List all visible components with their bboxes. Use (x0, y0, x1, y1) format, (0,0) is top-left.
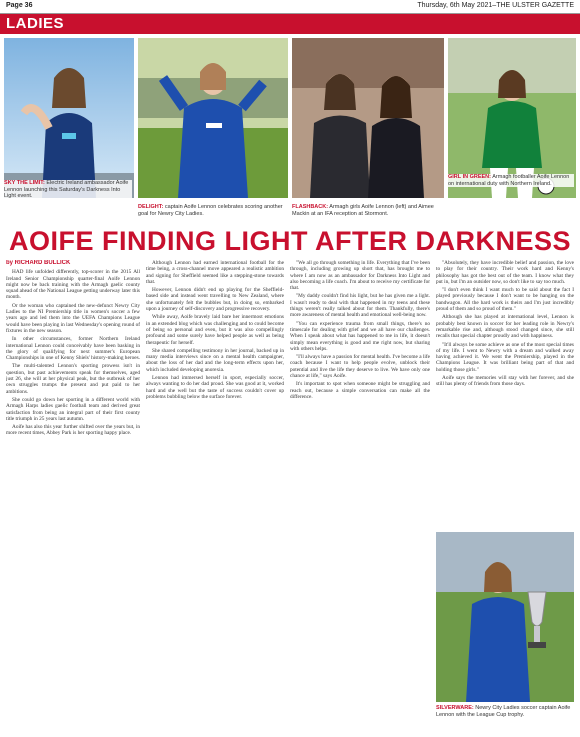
paragraph: It's important to spot when someone might be struggling and reach out, because a simple conversation can make all the difference. (290, 381, 430, 400)
paragraph: Lennon had immersed herself in sport, especially soccer, always wanting to do her dad proud. She was good at it, worked hard and she well but the taste of success couldn't cover up problems bubbling below the surface forever. (146, 375, 284, 400)
photo-caption: GIRL IN GREEN: Armagh footballer Aoife Lennon on international duty with Northern Ireland. (448, 174, 574, 187)
paragraph: "My daddy couldn't find his light, but he has given me a light. I wasn't ready to deal with that happened in my teens and these things weren't really talked about for them. Thankfully, there's more awareness of mental health and emotional well-being now. (290, 293, 430, 319)
byline: by RICHARD BULLICK (6, 260, 71, 266)
paragraph: She could go down her sporting in a different world with Armagh Harps ladies gaelic football team and derived great satisfaction from being an integral part of their first county title triumph in 25 years last autumn. (6, 396, 140, 422)
section-title: LADIES (6, 15, 65, 32)
paragraph: Aoife has also this year further shifted over the years but, in more recent times, Abbey Park is her sporting happy place. (6, 424, 140, 437)
article-column-3 (290, 260, 430, 734)
paragraph: Or the woman who captained the new-defunct Newry City Ladies to the NI Premiership title in women's soccer a few years ago and led them into the UEFA Champions League would have been playing in last Wednesday's opening round of fixtures in the new season. (6, 302, 140, 334)
page-header (0, 0, 580, 14)
paragraph: Although she has played at international level, Lennon is probably best known in soccer for her leading role in Newry's remarkable rise and, although stood changed since, she still recalls that special chapter proudly and with happiness. (436, 314, 574, 340)
article-column-1 (6, 260, 140, 734)
paragraph: HAD life unfolded differently, top-scorer in the 2015 All Ireland Senior Championship quarter-final Aoife Lennon might now be back training with the Armagh gaelic county squad ahead of the National League getting underway later this month. (6, 269, 140, 301)
photo-girl-in-green (448, 38, 576, 198)
photo-delight (138, 38, 288, 198)
paragraph: "I don't even think I want much to be said about the fact I played previously because I don't want to be hanging on the bandwagon. All the hard work is theirs and I'm just incredibly proud of them and so proud of them." (436, 287, 574, 313)
paragraph: While away, Aoife bravely laid bare her innermost emotions in an extended blog which was challenging and to could become of being so personal and even, but it was also compellingly profound and some surely have helped people as well as being therapeutic for herself. (146, 314, 284, 346)
paragraph: She shared compelling testimony in her journal, backed up in many media interviews since on a mental health campaigner, about the loss of her dad and the long-term effects upon her, which included developing anorexia. (146, 347, 284, 373)
paragraph: "It'll always be some achieve as one of the most special times of my life. I went to Newry with a dream and walked away having achieved it. We went the Premiership, played in the Champions League. It was brilliant being part of that and holding those girls." (436, 341, 574, 373)
photo-flashback (292, 38, 444, 198)
paragraph: Although Lennon had earned international football for the time being, a cross-channel move appeared a realistic ambition and signing for Sheffield seemed like a stepping-stone towards that. (146, 260, 284, 285)
paragraph: "You can experience trauma from small things, there's no timescale for dealing with grief and we all have our challenges. When I speak about what has happened to me in life, it doesn't simply mean everything is good and me right now, but sharing with others helps. (290, 320, 430, 352)
photo-caption-delight: DELIGHT: captain Aoife Lennon celebrates scoring another goal for Newry City Ladies. (138, 204, 283, 217)
paragraph: In other circumstances, former Northern Ireland international Lennon could conceivably have been basking in the glory of qualifying for next summer's European Championships in one of Kenny Shiels' history-making heroes. (6, 336, 140, 362)
photo-sky-the-limit (4, 38, 134, 198)
paragraph: Aoife says the memories will stay with her forever, and she still has plenty of friends from those days. (436, 375, 574, 388)
photo-caption: SKY THE LIMIT: Electric Ireland ambassador Aoife Lennon launching this Saturday's Darkness Into Light event. (4, 180, 132, 198)
section-banner (0, 14, 580, 34)
issue-date: Thursday, 6th May 2021–THE ULSTER GAZETTE (417, 2, 574, 9)
paragraph: "I'll always have a passion for mental health. I've become a life coach because I want to help people evolve, unblock their potential and live the life they deserve to live. We have only one chance at life," says Aoife. (290, 354, 430, 380)
photo-silverware (436, 532, 574, 702)
headline: AOIFE FINDING LIGHT AFTER DARKNESS (9, 226, 571, 256)
paragraph: "Absolutely, they have incredible belief and passion, the love to play for their country. Their work hard and Kenny's philosophy has got the best out of the team. I know what they put in, but I'm an outsider now, so don't like to say too much. (436, 260, 574, 285)
paragraph: The multi-talented Lennon's sporting prowess isn't in question, but past achievements speak for themselves, aged just 26, she will at her physical peak, but the outbreak of her own struggles trumps the present and put paid to her ambitions. (6, 363, 140, 395)
photo-caption-silverware: SILVERWARE: Newry City Ladies soccer captain Aoife Lennon with the League Cup trophy. (436, 705, 571, 718)
photo-caption-flashback: FLASHBACK: Armagh girls Aoife Lennon (left) and Aimee Mackin at an IFA reception at Stormont. (292, 204, 434, 217)
article-column-2 (146, 260, 284, 734)
paragraph: "We all go through something in life. Everything that I've been through, including growing up short that, has brought me to where I am now as an ambassador for Darkness Into Light and also becoming a life coach. I'm about to receive my certificate for that. (290, 260, 430, 292)
article-column-4 (436, 260, 574, 528)
paragraph: However, Lennon didn't end up playing for the Sheffield-based side and instead went travelling to New Zealand, where she unfortunately felt the bubbles but, in doing so, embarked upon a journey of self-discovery and progressive recovery. (146, 287, 284, 313)
page-number: Page 36 (6, 2, 33, 9)
